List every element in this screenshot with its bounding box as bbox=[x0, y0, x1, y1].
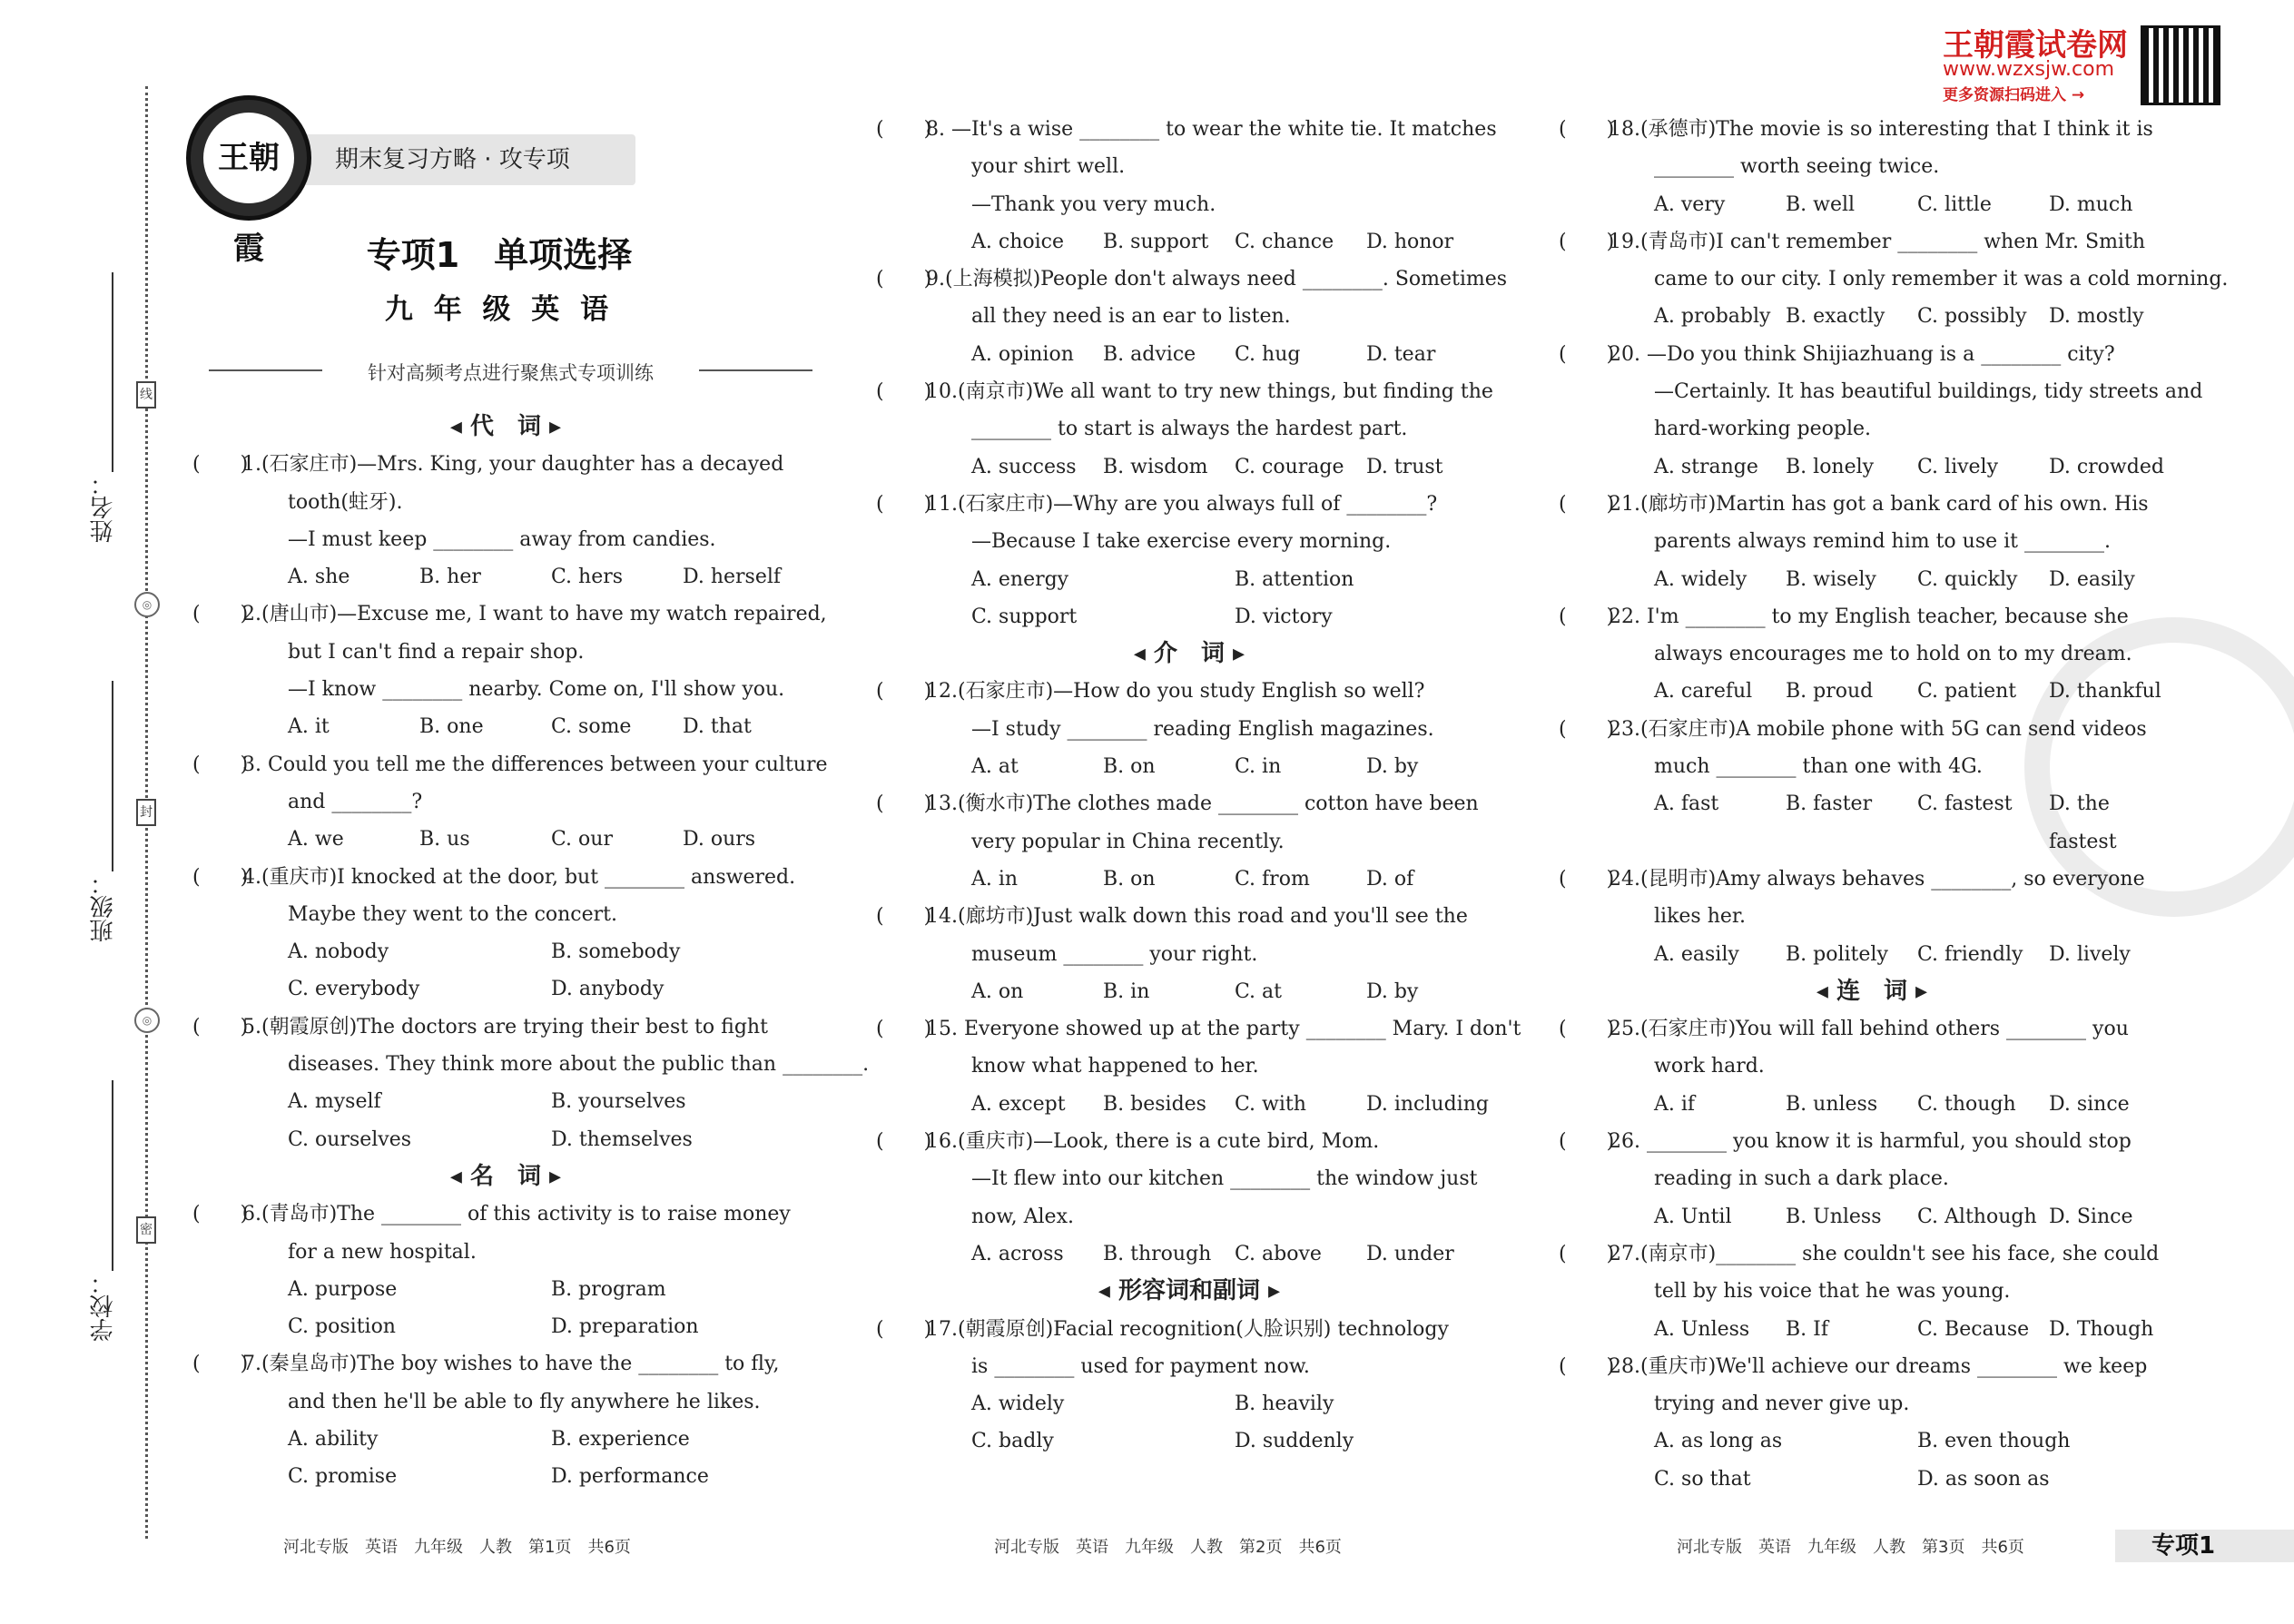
footer-page-1: 河北专版 英语 九年级 人教 第1页 共6页 bbox=[283, 1538, 631, 1557]
brand-scan-hint: 更多资源扫码进入 → bbox=[1943, 86, 2085, 104]
option-d[interactable]: D. ours bbox=[683, 828, 756, 851]
question-line: trying and never give up. bbox=[1654, 1393, 1910, 1416]
question-line: 21.(廊坊市)Martin has got a bank card of his own. His bbox=[1609, 492, 2149, 516]
options-row bbox=[288, 1421, 819, 1458]
options-row bbox=[1654, 561, 2185, 598]
options-row bbox=[971, 1235, 1502, 1273]
options-row bbox=[971, 861, 1502, 898]
answer-blank[interactable]: ( ) bbox=[192, 453, 249, 477]
options-row bbox=[971, 748, 1502, 785]
option-b[interactable]: B. If bbox=[1786, 1317, 1828, 1341]
options-row bbox=[971, 1086, 1502, 1123]
question-line: 7.(秦皇岛市)The boy wishes to have the ________ to fly, bbox=[242, 1353, 780, 1376]
option-c[interactable]: C. position bbox=[288, 1315, 396, 1339]
option-d[interactable]: D. Though bbox=[2049, 1317, 2154, 1341]
page-subtitle: 九 年 级 英 语 bbox=[384, 293, 615, 326]
answer-blank[interactable]: ( ) bbox=[1559, 492, 1615, 516]
question-line: tooth(蛀牙). bbox=[288, 490, 403, 514]
name-label: 姓名： bbox=[90, 472, 117, 543]
option-a[interactable]: A. probably bbox=[1654, 305, 1771, 329]
question-item bbox=[1559, 223, 2229, 336]
option-a[interactable]: A. Unless bbox=[1654, 1317, 1750, 1341]
question-line: 25.(石家庄市)You will fall behind others ________ you bbox=[1609, 1018, 2129, 1041]
question-item bbox=[1559, 861, 2185, 973]
question-line: hard-working people. bbox=[1654, 418, 1872, 441]
option-a[interactable]: A. easily bbox=[1654, 942, 1739, 966]
qr-code-icon[interactable] bbox=[2141, 25, 2220, 105]
option-c[interactable]: C. everybody bbox=[288, 978, 420, 1001]
option-c[interactable]: C. courage bbox=[1235, 455, 1344, 478]
question-line: 15. Everyone showed up at the party ________ Mary. I don't bbox=[926, 1018, 1521, 1041]
question-line: much ________ than one with 4G. bbox=[1654, 755, 1983, 779]
question-line: —Thank you very much. bbox=[971, 192, 1216, 216]
question-item bbox=[876, 673, 1502, 785]
option-c[interactable]: C. patient bbox=[1917, 680, 2017, 704]
option-c[interactable]: C. Because bbox=[1917, 1317, 2030, 1341]
option-d[interactable]: D. under bbox=[1366, 1242, 1454, 1265]
question-line: 3. Could you tell me the differences between your culture bbox=[242, 753, 828, 776]
question-item bbox=[192, 1196, 819, 1345]
option-a[interactable]: A. opinion bbox=[971, 342, 1074, 366]
logo-text: 王朝霞 bbox=[203, 113, 294, 203]
question-item bbox=[876, 261, 1508, 373]
option-a[interactable]: A. on bbox=[971, 979, 1024, 1003]
question-line: but I can't find a repair shop. bbox=[288, 640, 585, 664]
option-c[interactable]: C. quickly bbox=[1917, 567, 2018, 591]
option-c[interactable]: C. so that bbox=[1654, 1467, 1751, 1491]
options-row bbox=[288, 1271, 819, 1308]
answer-blank[interactable]: ( ) bbox=[192, 1353, 249, 1376]
option-c[interactable]: C. lively bbox=[1917, 455, 1999, 478]
section-heading: ◂ 名 词 ▸ bbox=[449, 1162, 562, 1190]
question-item bbox=[1559, 711, 2185, 861]
tagline: 针对高频考点进行聚焦式专项训练 bbox=[209, 359, 812, 386]
question-line: —I study ________ reading English magazines. bbox=[971, 717, 1434, 741]
page-title: 专项1 单项选择 bbox=[366, 235, 633, 275]
question-line: 23.(石家庄市)A mobile phone with 5G can send videos bbox=[1609, 717, 2147, 741]
option-a[interactable]: A. if bbox=[1654, 1092, 1696, 1116]
option-b[interactable]: B. exactly bbox=[1786, 305, 1885, 329]
question-line: 12.(石家庄市)—How do you study English so well? bbox=[926, 680, 1425, 704]
section-heading: ◂ 形容词和副词 ▸ bbox=[1098, 1277, 1281, 1305]
option-b[interactable]: B. yourselves bbox=[551, 1090, 686, 1114]
question-line: 9.(上海模拟)People don't always need ________. Sometimes bbox=[926, 268, 1508, 291]
option-a[interactable]: A. as long as bbox=[1654, 1430, 1783, 1453]
question-line: and ________? bbox=[288, 790, 423, 813]
question-line: reading in such a dark place. bbox=[1654, 1167, 1949, 1191]
section-heading: ◂ 连 词 ▸ bbox=[1816, 977, 1928, 1005]
option-b[interactable]: B. proud bbox=[1786, 680, 1874, 704]
options-row bbox=[288, 708, 819, 745]
option-a[interactable]: A. it bbox=[288, 715, 330, 739]
option-d[interactable]: D. victory bbox=[1235, 605, 1333, 628]
answer-blank[interactable]: ( ) bbox=[192, 603, 249, 626]
question-line: 8. —It's a wise ________ to wear the white tie. It matches bbox=[926, 118, 1497, 141]
option-c[interactable]: C. our bbox=[551, 828, 613, 851]
answer-blank[interactable]: ( ) bbox=[876, 680, 932, 704]
brand-url[interactable]: www.wzxsjw.com bbox=[1943, 58, 2115, 81]
question-item bbox=[192, 859, 819, 1009]
column-3 bbox=[1559, 111, 2229, 1498]
question-item bbox=[192, 1009, 870, 1158]
question-line: parents always remind him to use it ________. bbox=[1654, 530, 2111, 554]
question-item bbox=[1559, 111, 2185, 223]
option-a[interactable]: A. nobody bbox=[288, 940, 389, 964]
options-row bbox=[288, 933, 819, 970]
options-row bbox=[288, 1308, 819, 1345]
options-row bbox=[971, 336, 1502, 373]
option-c[interactable]: C. Although bbox=[1917, 1205, 2037, 1228]
option-b[interactable]: B. program bbox=[551, 1277, 666, 1301]
option-d[interactable]: D. preparation bbox=[551, 1315, 699, 1339]
option-c[interactable]: C. chance bbox=[1235, 230, 1334, 253]
question-item bbox=[876, 898, 1502, 1010]
option-b[interactable]: B. on bbox=[1103, 867, 1156, 891]
option-b[interactable]: B. somebody bbox=[551, 940, 681, 964]
question-item bbox=[876, 373, 1502, 486]
option-c[interactable]: C. at bbox=[1235, 979, 1282, 1003]
question-line: 20. —Do you think Shijiazhuang is a ________ city? bbox=[1609, 342, 2115, 366]
option-b[interactable]: B. even though bbox=[1917, 1430, 2071, 1453]
question-line: ________ to start is always the hardest part. bbox=[971, 418, 1408, 441]
options-row bbox=[1654, 673, 2185, 710]
option-d[interactable]: D. of bbox=[1366, 867, 1414, 891]
answer-blank[interactable]: ( ) bbox=[192, 865, 249, 889]
answer-blank[interactable]: ( ) bbox=[1559, 230, 1615, 253]
option-c[interactable]: C. promise bbox=[288, 1465, 398, 1489]
options-row bbox=[1654, 1086, 2185, 1123]
section-heading: ◂ 介 词 ▸ bbox=[1133, 640, 1245, 668]
option-c[interactable]: C. from bbox=[1235, 867, 1310, 891]
option-b[interactable]: B. wisdom bbox=[1103, 455, 1208, 478]
question-line: —It flew into our kitchen ________ the window just bbox=[971, 1167, 1478, 1191]
question-item bbox=[876, 1311, 1502, 1461]
question-item bbox=[876, 486, 1502, 635]
answer-blank[interactable]: ( ) bbox=[1559, 605, 1615, 628]
option-c[interactable]: C. support bbox=[971, 605, 1078, 628]
options-row bbox=[288, 1121, 819, 1158]
question-item bbox=[1559, 486, 2185, 598]
option-b[interactable]: B. us bbox=[419, 828, 470, 851]
question-line: likes her. bbox=[1654, 905, 1746, 929]
option-a[interactable]: A. choice bbox=[971, 230, 1064, 253]
option-d[interactable]: D. thankful bbox=[2049, 680, 2161, 704]
question-line: came to our city. I only remember it was a cold morning. bbox=[1654, 268, 2229, 291]
question-line: —I know ________ nearby. Come on, I'll show you. bbox=[288, 678, 785, 702]
question-line: diseases. They think more about the public than ________. bbox=[288, 1053, 870, 1077]
question-line: 4.(重庆市)I knocked at the door, but ________ answered. bbox=[242, 865, 796, 889]
answer-blank[interactable]: ( ) bbox=[876, 792, 932, 816]
option-d[interactable]: D. much bbox=[2049, 192, 2133, 216]
option-d[interactable]: D. herself bbox=[683, 566, 782, 589]
answer-blank[interactable]: ( ) bbox=[192, 1015, 249, 1038]
school-label: 学校： bbox=[90, 1271, 117, 1342]
question-line: 16.(重庆市)—Look, there is a cute bird, Mom. bbox=[926, 1130, 1380, 1154]
column-1 bbox=[192, 408, 870, 1496]
option-b[interactable]: B. well bbox=[1786, 192, 1856, 216]
option-d[interactable]: D. themselves bbox=[551, 1127, 693, 1151]
question-item bbox=[192, 446, 819, 595]
option-c[interactable]: C. little bbox=[1917, 192, 1992, 216]
option-b[interactable]: B. heavily bbox=[1235, 1393, 1334, 1416]
option-b[interactable]: B. on bbox=[1103, 755, 1156, 779]
options-row bbox=[971, 561, 1502, 598]
logo bbox=[186, 95, 311, 267]
option-b[interactable]: B. in bbox=[1103, 979, 1150, 1003]
answer-blank[interactable]: ( ) bbox=[876, 1018, 932, 1041]
question-item bbox=[192, 746, 828, 859]
options-row bbox=[288, 970, 819, 1008]
question-line: 28.(重庆市)We'll achieve our dreams ________ we keep bbox=[1609, 1354, 2148, 1378]
options-row bbox=[971, 223, 1502, 261]
question-item bbox=[1559, 1010, 2185, 1123]
question-item bbox=[1559, 1123, 2185, 1235]
options-row bbox=[288, 821, 819, 858]
options-row bbox=[288, 1083, 819, 1120]
option-d[interactable]: D. crowded bbox=[2049, 455, 2164, 478]
option-c[interactable]: C. though bbox=[1917, 1092, 2016, 1116]
options-row bbox=[971, 448, 1502, 486]
answer-blank[interactable]: ( ) bbox=[876, 118, 932, 141]
option-a[interactable]: A. we bbox=[288, 828, 344, 851]
question-line: 14.(廊坊市)Just walk down this road and you'll see the bbox=[926, 905, 1468, 929]
option-d[interactable]: D. easily bbox=[2049, 567, 2135, 591]
answer-blank[interactable]: ( ) bbox=[1559, 867, 1615, 891]
question-line: museum ________ your right. bbox=[971, 942, 1258, 966]
option-d[interactable]: D. tear bbox=[1366, 342, 1436, 366]
question-line: —Because I take exercise every morning. bbox=[971, 530, 1392, 554]
option-a[interactable]: A. widely bbox=[971, 1393, 1065, 1416]
option-d[interactable]: D. trust bbox=[1366, 455, 1443, 478]
answer-blank[interactable]: ( ) bbox=[192, 753, 249, 776]
option-c[interactable]: C. ourselves bbox=[288, 1127, 412, 1151]
option-c[interactable]: C. with bbox=[1235, 1092, 1306, 1116]
option-a[interactable]: A. success bbox=[971, 455, 1077, 478]
option-b[interactable]: B. lonely bbox=[1786, 455, 1875, 478]
answer-blank[interactable]: ( ) bbox=[876, 1317, 932, 1341]
options-row bbox=[1654, 186, 2185, 223]
option-a[interactable]: A. myself bbox=[288, 1090, 381, 1114]
option-d[interactable]: D. by bbox=[1366, 979, 1419, 1003]
brand-name: 王朝霞试卷网 bbox=[1943, 27, 2128, 64]
option-b[interactable]: B. faster bbox=[1786, 792, 1873, 816]
option-b[interactable]: B. experience bbox=[551, 1428, 690, 1452]
options-row bbox=[1654, 785, 2185, 861]
option-a[interactable]: A. at bbox=[971, 755, 1019, 779]
options-row bbox=[1654, 1422, 2185, 1460]
question-line: 17.(朝霞原创)Facial recognition(人脸识别) technology bbox=[926, 1317, 1449, 1341]
option-d[interactable]: D. mostly bbox=[2049, 305, 2144, 329]
answer-blank[interactable]: ( ) bbox=[1559, 118, 1615, 141]
answer-blank[interactable]: ( ) bbox=[1559, 1242, 1615, 1265]
binding-hole-icon: ◎ bbox=[134, 1008, 160, 1033]
option-b[interactable]: B. Unless bbox=[1786, 1205, 1882, 1228]
option-d[interactable]: D. by bbox=[1366, 755, 1419, 779]
option-a[interactable]: A. she bbox=[288, 566, 350, 589]
options-row bbox=[1654, 1311, 2185, 1348]
option-b[interactable]: B. her bbox=[419, 566, 481, 589]
question-line: all they need is an ear to listen. bbox=[971, 305, 1291, 329]
question-line: 24.(昆明市)Amy always behaves ________, so everyone bbox=[1609, 867, 2145, 891]
option-b[interactable]: B. through bbox=[1103, 1242, 1212, 1265]
option-c[interactable]: C. some bbox=[551, 715, 632, 739]
question-line: ________ worth seeing twice. bbox=[1654, 155, 1940, 179]
question-line: —I must keep ________ away from candies. bbox=[288, 527, 716, 551]
question-item bbox=[876, 785, 1502, 898]
question-line: tell by his voice that he was young. bbox=[1654, 1280, 2011, 1304]
question-line: 27.(南京市)________ she couldn't see his face, she could bbox=[1609, 1242, 2160, 1265]
option-b[interactable]: B. one bbox=[419, 715, 484, 739]
question-line: 2.(唐山市)—Excuse me, I want to have my watch repaired, bbox=[242, 603, 827, 626]
question-line: 1.(石家庄市)—Mrs. King, your daughter has a decayed bbox=[242, 453, 784, 477]
option-a[interactable]: A. Until bbox=[1654, 1205, 1732, 1228]
corner-tag: 专项1 bbox=[2115, 1530, 2294, 1562]
question-line: Maybe they went to the concert. bbox=[288, 902, 617, 926]
seal-char-mi: 密 bbox=[136, 1216, 156, 1244]
option-a[interactable]: A. very bbox=[1654, 192, 1726, 216]
question-line: 5.(朝霞原创)The doctors are trying their best to fight bbox=[242, 1015, 768, 1038]
option-c[interactable]: C. possibly bbox=[1917, 305, 2027, 329]
option-b[interactable]: B. wisely bbox=[1786, 567, 1876, 591]
option-a[interactable]: A. widely bbox=[1654, 567, 1748, 591]
answer-blank[interactable]: ( ) bbox=[1559, 717, 1615, 741]
question-item bbox=[192, 595, 827, 745]
question-line: 18.(承德市)The movie is so interesting that I think it is bbox=[1609, 118, 2153, 141]
option-b[interactable]: B. attention bbox=[1235, 567, 1354, 591]
question-item bbox=[876, 1123, 1502, 1273]
answer-blank[interactable]: ( ) bbox=[876, 380, 932, 404]
options-row bbox=[1654, 1198, 2185, 1235]
option-c[interactable]: C. above bbox=[1235, 1242, 1322, 1265]
question-item bbox=[1559, 1235, 2185, 1348]
answer-blank[interactable]: ( ) bbox=[876, 268, 932, 291]
options-row bbox=[971, 973, 1502, 1010]
question-line: work hard. bbox=[1654, 1055, 1765, 1078]
question-line: now, Alex. bbox=[971, 1205, 1074, 1228]
option-a[interactable]: A. in bbox=[971, 867, 1019, 891]
option-a[interactable]: A. ability bbox=[288, 1428, 379, 1452]
question-line: know what happened to her. bbox=[971, 1055, 1259, 1078]
options-row bbox=[288, 1458, 819, 1495]
banner: 期末复习方略 · 攻专项 bbox=[295, 134, 635, 185]
option-d[interactable]: D. performance bbox=[551, 1465, 709, 1489]
option-a[interactable]: A. careful bbox=[1654, 680, 1753, 704]
option-b[interactable]: B. besides bbox=[1103, 1092, 1206, 1116]
option-c[interactable]: C. badly bbox=[971, 1430, 1054, 1453]
option-d[interactable]: D. as soon as bbox=[1917, 1467, 2050, 1491]
options-row bbox=[1654, 448, 2185, 486]
option-a[interactable]: A. across bbox=[971, 1242, 1064, 1265]
option-c[interactable]: C. hug bbox=[1235, 342, 1301, 366]
answer-blank[interactable]: ( ) bbox=[1559, 1018, 1615, 1041]
option-d[interactable]: D. honor bbox=[1366, 230, 1454, 253]
section-heading: ◂ 代 词 ▸ bbox=[449, 413, 562, 440]
option-d[interactable]: D. including bbox=[1366, 1092, 1489, 1116]
options-row bbox=[971, 1422, 1502, 1460]
question-item bbox=[1559, 598, 2185, 711]
question-line: is ________ used for payment now. bbox=[971, 1354, 1310, 1378]
footer-page-3: 河北专版 英语 九年级 人教 第3页 共6页 bbox=[1677, 1538, 2024, 1557]
option-d[interactable]: D. suddenly bbox=[1235, 1430, 1354, 1453]
option-a[interactable]: A. purpose bbox=[288, 1277, 398, 1301]
option-a[interactable]: A. energy bbox=[971, 567, 1069, 591]
option-c[interactable]: C. hers bbox=[551, 566, 624, 589]
option-d[interactable]: D. the fastest bbox=[2049, 792, 2117, 853]
options-row bbox=[1654, 936, 2185, 973]
question-line: 6.(青岛市)The ________ of this activity is to raise money bbox=[242, 1203, 791, 1226]
answer-blank[interactable]: ( ) bbox=[1559, 1354, 1615, 1378]
question-line: your shirt well. bbox=[971, 155, 1126, 179]
options-row bbox=[971, 598, 1502, 635]
option-c[interactable]: C. friendly bbox=[1917, 942, 2023, 966]
options-row bbox=[1654, 1461, 2185, 1498]
option-d[interactable]: D. lively bbox=[2049, 942, 2131, 966]
question-item bbox=[192, 1345, 819, 1495]
option-d[interactable]: D. that bbox=[683, 715, 752, 739]
answer-blank[interactable]: ( ) bbox=[192, 1203, 249, 1226]
option-b[interactable]: B. support bbox=[1103, 230, 1209, 253]
options-row bbox=[1654, 298, 2185, 335]
question-line: 26. ________ you know it is harmful, you should stop bbox=[1609, 1130, 2132, 1154]
footer-page-2: 河北专版 英语 九年级 人教 第2页 共6页 bbox=[994, 1538, 1342, 1557]
option-b[interactable]: B. politely bbox=[1786, 942, 1888, 966]
question-line: and then he'll be able to fly anywhere he likes. bbox=[288, 1390, 761, 1413]
question-line: 13.(衡水市)The clothes made ________ cotton have been bbox=[926, 792, 1479, 816]
answer-blank[interactable]: ( ) bbox=[876, 1130, 932, 1154]
option-d[interactable]: D. Since bbox=[2049, 1205, 2133, 1228]
option-d[interactable]: D. anybody bbox=[551, 978, 665, 1001]
question-line: 11.(石家庄市)—Why are you always full of ________? bbox=[926, 492, 1438, 516]
school-field[interactable] bbox=[112, 1080, 113, 1271]
answer-blank[interactable]: ( ) bbox=[1559, 342, 1615, 366]
answer-blank[interactable]: ( ) bbox=[876, 905, 932, 929]
option-d[interactable]: D. since bbox=[2049, 1092, 2130, 1116]
question-line: 22. I'm ________ to my English teacher, because she bbox=[1609, 605, 2129, 628]
question-line: 19.(青岛市)I can't remember ________ when Mr. Smith bbox=[1609, 230, 2145, 253]
option-c[interactable]: C. fastest bbox=[1917, 792, 2013, 816]
question-line: 10.(南京市)We all want to try new things, but finding the bbox=[926, 380, 1493, 404]
option-a[interactable]: A. strange bbox=[1654, 455, 1758, 478]
option-a[interactable]: A. fast bbox=[1654, 792, 1719, 816]
binding-hole-icon: ◎ bbox=[134, 592, 160, 617]
question-line: —Certainly. It has beautiful buildings, tidy streets and bbox=[1654, 380, 2203, 404]
question-item bbox=[1559, 1348, 2185, 1498]
answer-blank[interactable]: ( ) bbox=[1559, 1130, 1615, 1154]
options-row bbox=[288, 558, 819, 595]
question-item bbox=[876, 1010, 1521, 1123]
answer-blank[interactable]: ( ) bbox=[876, 492, 932, 516]
column-2 bbox=[876, 111, 1521, 1461]
class-label: 班级： bbox=[90, 871, 117, 942]
question-item bbox=[1559, 336, 2203, 486]
option-c[interactable]: C. in bbox=[1235, 755, 1282, 779]
seal-char-xian: 线 bbox=[136, 381, 156, 408]
options-row bbox=[971, 1385, 1502, 1422]
class-field[interactable] bbox=[112, 681, 113, 871]
option-a[interactable]: A. except bbox=[971, 1092, 1066, 1116]
question-line: always encourages me to hold on to my dream. bbox=[1654, 643, 2132, 666]
question-line: for a new hospital. bbox=[288, 1240, 477, 1264]
seal-char-feng: 封 bbox=[136, 799, 156, 826]
question-item bbox=[876, 111, 1502, 261]
option-b[interactable]: B. unless bbox=[1786, 1092, 1878, 1116]
option-b[interactable]: B. advice bbox=[1103, 342, 1196, 366]
question-line: very popular in China recently. bbox=[971, 830, 1285, 853]
